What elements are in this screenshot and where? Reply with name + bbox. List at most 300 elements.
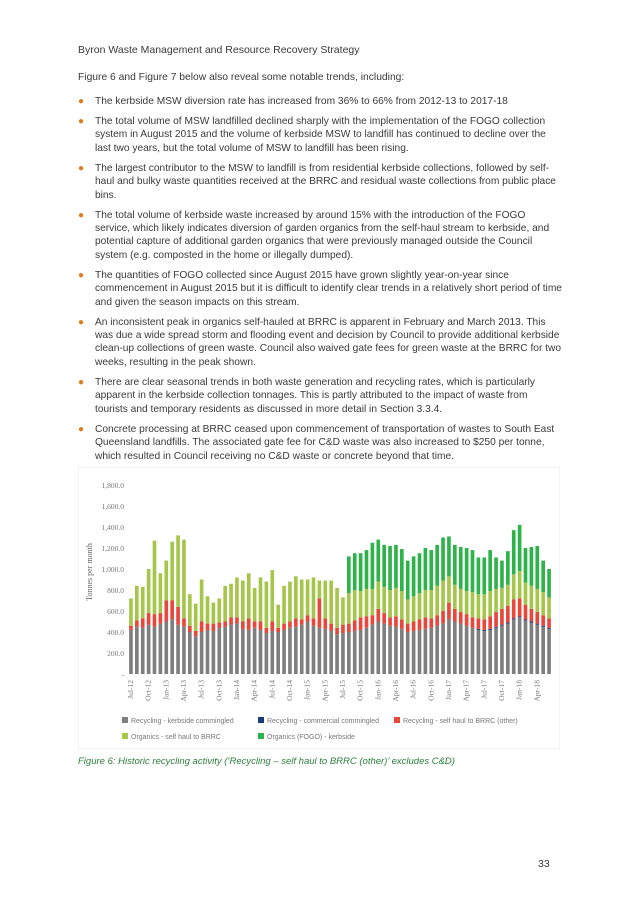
bar-segment: [382, 587, 386, 613]
bar-segment: [524, 548, 528, 583]
bar-segment: [341, 597, 345, 624]
bar-segment: [477, 618, 481, 629]
bar-segment: [312, 618, 316, 625]
bullet-text: The quantities of FOGO collected since August 2015 have grown slightly year-on-year since commencement in August 2015 but it is difficult to identify clear trends in a relatively short period of time and given the season impacts on this stream.: [95, 269, 562, 308]
y-tick-label: -: [121, 670, 124, 679]
bar-segment: [194, 604, 198, 631]
bar-segment: [400, 591, 404, 619]
bar-segment: [259, 622, 263, 630]
bar-segment: [382, 545, 386, 587]
list-item: [78, 316, 562, 370]
bar-segment: [418, 553, 422, 593]
bar-segment: [312, 626, 316, 674]
bar-segment: [488, 629, 492, 630]
figure-caption: Figure 6: Historic recycling activity (‘Recycling – self haul to BRRC (other)’ excludes C&D): [78, 756, 455, 767]
bar-segment: [447, 619, 451, 674]
bar-segment: [371, 625, 375, 674]
bar-segment: [524, 583, 528, 605]
bar-segment: [359, 553, 363, 591]
bullet-icon: ●: [78, 316, 85, 328]
bar-segment: [429, 618, 433, 627]
bar-segment: [159, 573, 163, 613]
bar-segment: [212, 603, 216, 624]
intro-paragraph: Figure 6 and Figure 7 below also reveal some notable trends, including:: [78, 72, 405, 83]
bar-segment: [477, 557, 481, 594]
bar-segment: [512, 618, 516, 619]
bar-segment: [247, 630, 251, 674]
list-item: [78, 95, 562, 108]
bar-segment: [229, 617, 233, 624]
bar-segment: [500, 625, 504, 626]
bar-segment: [170, 601, 174, 620]
bar-segment: [294, 618, 298, 626]
list-item: [78, 269, 562, 309]
bar-segment: [147, 625, 151, 674]
bar-segment: [412, 596, 416, 621]
x-tick-label: Apr-15: [320, 680, 330, 702]
bar-segment: [459, 547, 463, 589]
page-number: 33: [538, 858, 550, 870]
x-tick-label: Oct-13: [214, 680, 224, 701]
bar-segment: [512, 530, 516, 574]
bar-segment: [129, 630, 133, 674]
bar-segment: [371, 543, 375, 589]
bar-segment: [217, 598, 221, 622]
bar-segment: [506, 606, 510, 623]
legend-swatch: [122, 733, 128, 739]
bar-segment: [212, 624, 216, 631]
y-tick-label: 400.0: [107, 628, 124, 637]
bar-segment: [471, 628, 475, 674]
x-tick-label: Jul-15: [337, 680, 347, 699]
legend-label: Recycling - commercial commingled: [267, 718, 380, 725]
bar-segment: [194, 636, 198, 674]
bar-segment: [188, 626, 192, 632]
bar-segment: [494, 627, 498, 628]
bar-segment: [530, 623, 534, 674]
bar-segment: [471, 592, 475, 617]
bullet-text: The total volume of MSW landfilled declined sharply with the implementation of the FOGO collection system in August 2015 and the volume of kerbside MSW to landfill has continued to decline over the last two years, but the total volume of MSW to landfill has been rising.: [95, 116, 546, 154]
bar-segment: [312, 577, 316, 618]
bar-segment: [276, 628, 280, 632]
bar-segment: [500, 609, 504, 625]
x-tick-label: Jul-13: [196, 680, 206, 699]
bar-segment: [141, 618, 145, 627]
bar-segment: [459, 612, 463, 624]
bar-segment: [212, 631, 216, 674]
bar-segment: [135, 627, 139, 674]
x-tick-label: Jan-16: [373, 680, 383, 700]
bar-segment: [347, 624, 351, 632]
bar-segment: [388, 617, 392, 625]
bar-segment: [353, 620, 357, 631]
bar-segment: [512, 574, 516, 599]
bar-segment: [365, 628, 369, 674]
bar-segment: [141, 587, 145, 619]
bar-segment: [471, 617, 475, 628]
bar-segment: [418, 630, 422, 674]
bar-segment: [406, 632, 410, 674]
x-tick-label: Jan-18: [514, 680, 524, 700]
x-tick-label: Oct-16: [426, 680, 436, 701]
bar-segment: [341, 633, 345, 674]
bar-segment: [459, 624, 463, 674]
bar-segment: [288, 622, 292, 628]
bar-segment: [182, 627, 186, 674]
bar-segment: [353, 631, 357, 674]
bar-segment: [176, 607, 180, 625]
bar-segment: [300, 580, 304, 620]
bar-segment: [323, 581, 327, 619]
bar-segment: [270, 622, 274, 631]
bar-segment: [300, 619, 304, 624]
bullet-icon: ●: [78, 376, 85, 388]
bar-segment: [359, 591, 363, 617]
y-tick-label: 1,600.0: [101, 502, 124, 511]
y-tick-label: 1,200.0: [101, 544, 124, 553]
x-tick-label: Oct-12: [143, 680, 153, 701]
bar-segment: [288, 582, 292, 622]
bar-segment: [318, 598, 322, 627]
bar-segment: [388, 590, 392, 617]
bar-segment: [241, 581, 245, 622]
bar-segment: [259, 577, 263, 621]
bar-segment: [471, 550, 475, 592]
bar-segment: [318, 628, 322, 674]
bar-segment: [477, 629, 481, 630]
bullet-icon: ●: [78, 116, 85, 127]
bar-segment: [200, 632, 204, 674]
bar-segment: [518, 571, 522, 598]
bar-segment: [394, 588, 398, 616]
bar-segment: [323, 618, 327, 629]
bar-segment: [164, 622, 168, 675]
bar-segment: [265, 582, 269, 628]
bar-segment: [147, 569, 151, 613]
x-tick-label: Apr-18: [532, 680, 542, 702]
bar-segment: [524, 620, 528, 674]
bar-segment: [488, 616, 492, 629]
bar-segment: [217, 628, 221, 674]
list-item: [78, 423, 562, 463]
bar-segment: [518, 598, 522, 616]
bar-segment: [270, 570, 274, 621]
bar-segment: [412, 556, 416, 596]
bar-segment: [400, 549, 404, 591]
bar-segment: [494, 557, 498, 589]
bar-segment: [247, 573, 251, 618]
bar-segment: [447, 603, 451, 620]
bar-segment: [482, 630, 486, 631]
bar-segment: [418, 619, 422, 630]
bar-segment: [159, 624, 163, 674]
bar-segment: [371, 615, 375, 624]
bar-segment: [482, 619, 486, 630]
bar-segment: [182, 618, 186, 626]
y-tick-label: 1,400.0: [101, 523, 124, 532]
bar-segment: [294, 576, 298, 618]
bar-segment: [235, 577, 239, 617]
bar-segment: [265, 628, 269, 633]
bar-segment: [424, 548, 428, 590]
bar-segment: [429, 590, 433, 618]
bar-segment: [547, 597, 551, 618]
legend-label: Organics (FOGO) - kerbside: [267, 734, 355, 741]
bar-segment: [259, 630, 263, 674]
bar-segment: [541, 627, 545, 674]
bar-segment: [129, 598, 133, 625]
bar-segment: [318, 581, 322, 599]
x-tick-label: Jan-14: [231, 680, 241, 700]
bar-segment: [329, 631, 333, 674]
list-item: [78, 162, 562, 202]
y-tick-label: 200.0: [107, 649, 124, 658]
x-tick-label: Jan-17: [443, 680, 453, 700]
bar-segment: [247, 618, 251, 630]
bar-segment: [488, 550, 492, 591]
bar-segment: [541, 615, 545, 626]
bar-segment: [482, 631, 486, 674]
x-tick-label: Apr-13: [178, 680, 188, 702]
bar-segment: [323, 629, 327, 674]
bar-segment: [453, 622, 457, 675]
bullet-text: An inconsistent peak in organics self-hauled at BRRC is apparent in February and March 2013. This was due a wide spread storm and flooding event and decision by Council to provide additional kerbside clean-up collections of green waste. Council also waived gate fees for green waste at the BRRC for two weeks, resulting in the peak shown.: [95, 316, 562, 368]
bullet-icon: ●: [78, 96, 85, 107]
bar-segment: [200, 580, 204, 622]
bar-segment: [164, 561, 168, 601]
bar-segment: [188, 594, 192, 626]
bar-segment: [530, 586, 534, 609]
bar-segment: [223, 622, 227, 627]
bar-segment: [206, 624, 210, 630]
x-tick-label: Oct-17: [496, 680, 506, 701]
bar-segment: [441, 581, 445, 611]
bar-segment: [500, 588, 504, 609]
bar-segment: [241, 629, 245, 674]
bar-segment: [235, 624, 239, 674]
bar-segment: [153, 614, 157, 627]
bullet-icon: ●: [78, 423, 85, 435]
bar-segment: [482, 594, 486, 619]
bar-segment: [547, 628, 551, 629]
x-tick-label: Jul-17: [479, 680, 489, 699]
bar-segment: [359, 630, 363, 674]
bar-segment: [465, 591, 469, 614]
recycling-chart: [78, 467, 560, 749]
bullet-text: The total volume of kerbside waste increased by around 15% with the introduction of the FOGO service, which likely indicates diversion of garden organics from the self-haul stream to kerbside, and potential capture of additional garden organics that were previously managed outside the Council system (e.g. composted in the home or illegally dumped).: [95, 209, 550, 261]
trends-bullet-list: [78, 95, 562, 470]
chart-svg: [78, 467, 560, 749]
bar-segment: [530, 609, 534, 622]
x-tick-label: Oct-14: [284, 680, 294, 701]
bar-segment: [535, 589, 539, 612]
bar-segment: [494, 589, 498, 612]
bar-segment: [170, 619, 174, 674]
bar-segment: [229, 584, 233, 618]
bar-segment: [388, 546, 392, 590]
bar-segment: [506, 585, 510, 606]
x-tick-label: Apr-16: [390, 680, 400, 702]
x-tick-label: Jan-13: [161, 680, 171, 700]
list-item: [78, 209, 562, 263]
bar-segment: [135, 586, 139, 621]
bar-segment: [488, 630, 492, 674]
bar-segment: [518, 617, 522, 674]
bar-segment: [477, 630, 481, 674]
bar-segment: [200, 622, 204, 633]
bullet-icon: ●: [78, 162, 85, 174]
bar-segment: [530, 622, 534, 623]
bar-segment: [376, 540, 380, 582]
bar-segment: [435, 586, 439, 615]
bar-segment: [388, 626, 392, 674]
bar-segment: [147, 613, 151, 625]
bar-segment: [335, 628, 339, 634]
bar-segment: [424, 629, 428, 674]
bullet-icon: ●: [78, 209, 85, 221]
bar-segment: [441, 538, 445, 581]
bar-segment: [530, 547, 534, 586]
bar-segment: [453, 545, 457, 585]
bar-segment: [306, 622, 310, 675]
bar-segment: [382, 624, 386, 674]
bar-segment: [477, 594, 481, 618]
bar-segment: [459, 589, 463, 612]
bar-segment: [300, 625, 304, 674]
bar-segment: [412, 631, 416, 674]
bar-segment: [365, 550, 369, 589]
bar-segment: [441, 611, 445, 624]
bar-segment: [441, 624, 445, 674]
bar-segment: [524, 619, 528, 620]
bar-segment: [418, 593, 422, 619]
bar-segment: [506, 623, 510, 624]
bar-segment: [500, 626, 504, 674]
legend-label: Organics - self haul to BRRC: [131, 734, 221, 741]
bar-segment: [535, 612, 539, 624]
list-item: [78, 115, 562, 155]
bar-segment: [253, 588, 257, 622]
bar-segment: [141, 628, 145, 674]
bar-segment: [424, 617, 428, 629]
legend-swatch: [394, 717, 400, 723]
bar-segment: [288, 628, 292, 674]
bar-segment: [500, 561, 504, 588]
bar-segment: [512, 619, 516, 674]
bar-segment: [453, 585, 457, 609]
bar-segment: [164, 601, 168, 622]
legend-swatch: [258, 717, 264, 723]
bar-segment: [153, 541, 157, 615]
bar-segment: [229, 625, 233, 674]
bullet-text: There are clear seasonal trends in both waste generation and recycling rates, which is particularly apparent in the kerbside collection tonnages. This is partly attributed to the impact of waste from tourists and temporary residents as discussed in more detail in Section 3.3.4.: [95, 376, 535, 415]
bar-segment: [176, 535, 180, 606]
bar-segment: [276, 632, 280, 674]
bar-segment: [524, 605, 528, 620]
bar-segment: [306, 580, 310, 616]
bar-segment: [541, 592, 545, 615]
bar-segment: [535, 625, 539, 674]
y-axis-label: Tonnes per month: [85, 543, 94, 601]
bar-segment: [135, 620, 139, 626]
y-tick-label: 1,800.0: [101, 481, 124, 490]
bar-segment: [217, 623, 221, 628]
bar-segment: [447, 576, 451, 602]
bar-segment: [482, 557, 486, 594]
running-header: Byron Waste Management and Resource Recovery Strategy: [78, 44, 360, 56]
bar-segment: [435, 545, 439, 586]
legend-label: Recycling - kerbside commingled: [131, 718, 234, 725]
y-tick-label: 800.0: [107, 586, 124, 595]
bar-segment: [282, 630, 286, 674]
bar-segment: [223, 627, 227, 674]
bar-segment: [159, 613, 163, 624]
bar-segment: [494, 628, 498, 674]
bar-segment: [347, 556, 351, 593]
bar-segment: [371, 589, 375, 615]
bar-segment: [347, 593, 351, 623]
bullet-text: Concrete processing at BRRC ceased upon commencement of transportation of wastes to South East Queensland landfills. The associated gate fee for C&D waste was also increased to $250 per tonne, which resulted in Council receiving no C&D waste or concrete beyond that time.: [95, 423, 555, 462]
bar-segment: [435, 615, 439, 626]
bar-segment: [235, 617, 239, 623]
bar-segment: [347, 632, 351, 674]
legend-label: Recycling - self haul to BRRC (other): [403, 718, 518, 725]
bar-segment: [153, 627, 157, 674]
legend-swatch: [122, 717, 128, 723]
bar-segment: [406, 599, 410, 623]
bar-segment: [359, 617, 363, 630]
y-tick-label: 1,000.0: [101, 565, 124, 574]
bar-segment: [394, 627, 398, 674]
bar-segment: [518, 616, 522, 617]
bar-segment: [406, 561, 410, 600]
bar-segment: [194, 631, 198, 636]
x-tick-label: Apr-17: [461, 680, 471, 702]
bar-segment: [341, 625, 345, 633]
bar-segment: [447, 536, 451, 576]
bar-segment: [282, 624, 286, 630]
bar-segment: [400, 619, 404, 628]
x-tick-label: Jul-12: [125, 680, 135, 699]
bullet-text: The largest contributor to the MSW to landfill is from residential kerbside collections, followed by self-haul and bulky waste quantities received at the BRRC and residual waste collections from public place bins.: [95, 162, 556, 201]
bar-segment: [188, 632, 192, 674]
bar-segment: [265, 633, 269, 674]
bar-segment: [170, 542, 174, 601]
bar-segment: [518, 525, 522, 571]
bar-segment: [253, 628, 257, 674]
bar-segment: [353, 590, 357, 620]
bar-segment: [253, 622, 257, 628]
x-tick-label: Jul-16: [408, 680, 418, 699]
bar-segment: [535, 546, 539, 589]
bar-segment: [541, 561, 545, 593]
bar-segment: [512, 599, 516, 618]
bar-segment: [547, 618, 551, 627]
bar-segment: [406, 624, 410, 632]
bar-segment: [453, 609, 457, 622]
bar-segment: [488, 591, 492, 616]
bar-segment: [365, 589, 369, 616]
list-item: [78, 376, 562, 416]
y-tick-label: 600.0: [107, 607, 124, 616]
bar-segment: [412, 622, 416, 631]
bar-segment: [541, 626, 545, 627]
bar-segment: [429, 628, 433, 674]
bar-segment: [547, 629, 551, 674]
bar-segment: [376, 609, 380, 622]
bar-segment: [376, 582, 380, 609]
bar-segment: [353, 553, 357, 590]
